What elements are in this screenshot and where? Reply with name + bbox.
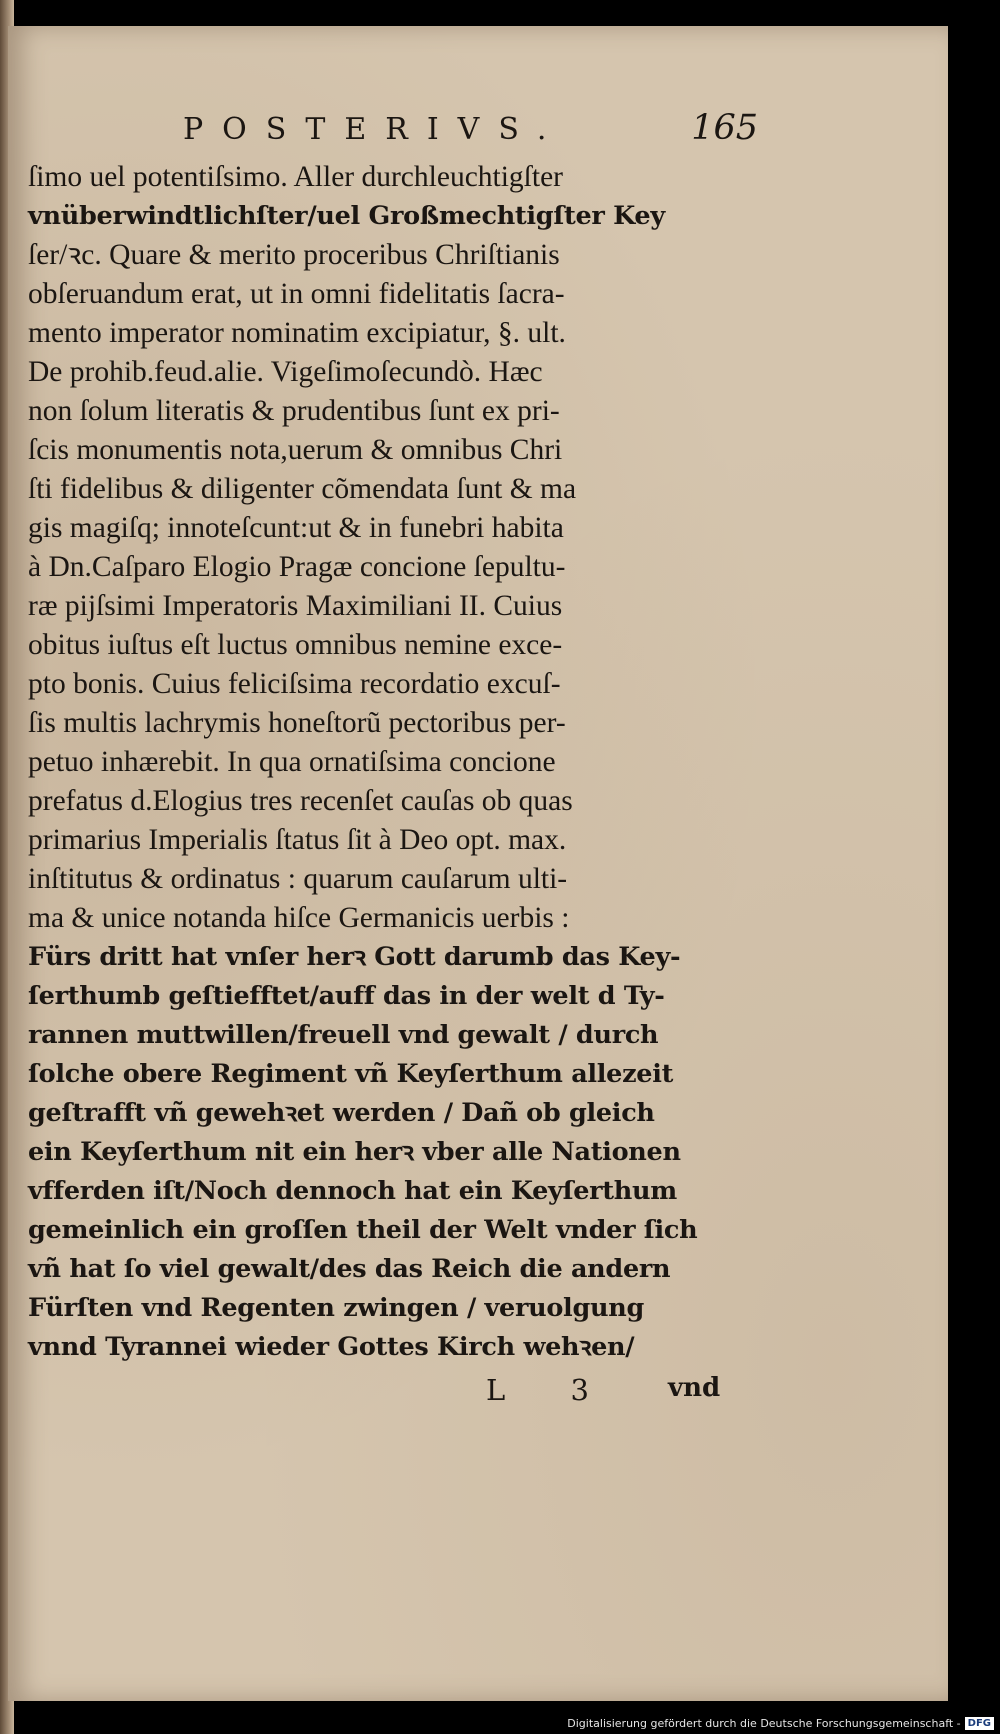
catchword: vnd [668, 1373, 721, 1403]
text-line: vñ hat ſo viel gewalt/des das Reich die andern [28, 1254, 671, 1284]
signature-mark: L 3 [486, 1373, 617, 1407]
text-line: geſtrafft vñ gewehꝛet werden / Dañ ob gleich [28, 1098, 655, 1128]
text-line: ma & unice notanda hiſce Germanicis uerbis : [28, 902, 570, 934]
text-line: ſer/ꝛc. Quare & merito proceribus Chriſtianis [28, 239, 560, 271]
text-line: inſtitutus & ordinatus : quarum cauſarum ulti- [28, 863, 568, 895]
text-line: pto bonis. Cuius feliciſsima recordatio excuſ- [28, 668, 561, 700]
text-line: ræ pijſsimi Imperatoris Maximiliani II. Cuius [28, 590, 563, 622]
book-page [8, 26, 948, 1701]
running-title: POSTERIVS. [183, 112, 566, 147]
text-line: vnüberwindtlichſter/uel Großmechtigſter Key [28, 201, 665, 231]
text-line: petuo inhærebit. In qua ornatiſsima concione [28, 746, 556, 778]
dfg-logo: DFG [965, 1717, 994, 1730]
text-line: mento imperator nominatim excipiatur, §. ult. [28, 317, 566, 349]
text-line: vnnd Tyrannei wieder Gottes Kirch wehꝛen/ [28, 1332, 635, 1362]
text-line: obſeruandum erat, ut in omni fidelitatis ſacra- [28, 278, 565, 310]
text-line: ſimo uel potentiſsimo. Aller durchleuchtigſter [28, 161, 563, 193]
text-line: ſerthumb geſtiefftet/auff das in der welt d Ty- [28, 981, 665, 1011]
text-line: ſti fidelibus & diligenter cõmendata ſunt & ma [28, 473, 577, 505]
text-line: gis magiſq; innoteſcunt:ut & in funebri habita [28, 512, 564, 544]
text-line: rannen muttwillen/freuell vnd gewalt / durch [28, 1020, 659, 1050]
text-line: gemeinlich ein groſſen theil der Welt vnder ſich [28, 1215, 698, 1245]
text-line: De prohib.feud.alie. Vigeſimoſecundò. Hæc [28, 356, 543, 388]
text-line: à Dn.Caſparo Elogio Pragæ concione ſepultu- [28, 551, 566, 583]
page-content [28, 108, 758, 1415]
text-line: obitus iuſtus eſt luctus omnibus nemine exce- [28, 629, 563, 661]
text-line: ein Keyſerthum nit ein herꝛ vber alle Nationen [28, 1137, 681, 1167]
text-line: vfferden iſt/Noch dennoch hat ein Keyſerthum [28, 1176, 677, 1206]
text-line: Fürs dritt hat vnſer herꝛ Gott darumb das Key- [28, 942, 681, 972]
text-block [28, 158, 748, 1367]
text-line: ſolche obere Regiment vñ Keyſerthum allezeit [28, 1059, 674, 1089]
text-line: ſis multis lachrymis honeſtorũ pectoribus per- [28, 707, 566, 739]
text-line: ſcis monumentis nota,uerum & omnibus Chri [28, 434, 563, 466]
digitization-footer [567, 1717, 994, 1730]
text-line: Fürſten vnd Regenten zwingen / veruolgung [28, 1293, 644, 1323]
page-number: 165 [691, 108, 758, 148]
running-head [28, 108, 758, 158]
text-line: prefatus d.Elogius tres recenſet cauſas ob quas [28, 785, 573, 817]
catchline [28, 1371, 748, 1415]
text-line: non ſolum literatis & prudentibus ſunt ex pri- [28, 395, 560, 427]
footer-credit: Digitalisierung gefördert durch die Deutsche Forschungsgemeinschaft - [567, 1717, 961, 1730]
text-line: primarius Imperialis ſtatus ſit à Deo opt. max. [28, 824, 567, 856]
